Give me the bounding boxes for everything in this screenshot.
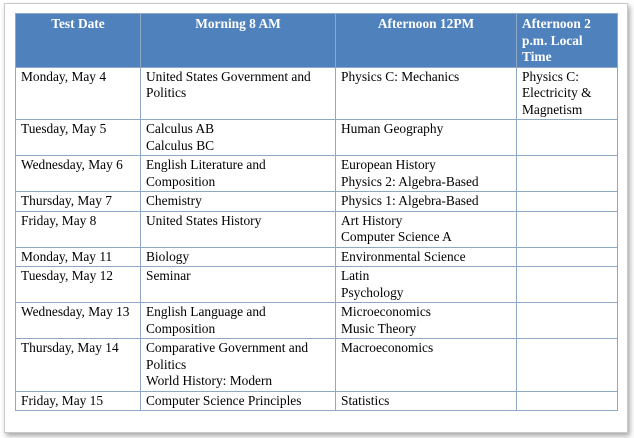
cell-text: United States History — [146, 212, 262, 228]
cell-text: Tuesday, May 12 — [21, 268, 114, 283]
cell-text: Chemistry — [146, 193, 202, 208]
cell-afternoon-late — [517, 120, 618, 156]
cell-afternoon-noon — [336, 156, 517, 192]
cell-afternoon-noon — [336, 267, 517, 303]
cell-afternoon-noon — [336, 303, 517, 339]
cell-afternoon-late — [517, 247, 618, 267]
cell-test-date — [16, 391, 141, 411]
header-morning: Morning 8 AM — [141, 14, 336, 68]
table-body — [16, 67, 618, 411]
cell-test-date — [16, 156, 141, 192]
cell-text: Biology — [146, 248, 190, 264]
cell-morning — [141, 67, 336, 120]
header-afternoon-noon: Afternoon 12PM — [336, 14, 517, 68]
cell-text: Thursday, May 14 — [21, 340, 119, 355]
cell-text: Latin — [341, 268, 370, 283]
table-row — [16, 67, 618, 120]
cell-afternoon-late — [517, 267, 618, 303]
table-row — [16, 211, 618, 247]
cell-text: Friday, May 8 — [21, 212, 97, 228]
cell-morning — [141, 267, 336, 303]
cell-afternoon-late — [517, 156, 618, 192]
cell-text: Friday, May 15 — [21, 392, 104, 408]
cell-morning — [141, 303, 336, 339]
cell-afternoon-noon — [336, 67, 517, 120]
cell-text: Comparative Government and Politics — [146, 340, 309, 372]
cell-text: United States Government and Politics — [146, 68, 311, 100]
cell-morning — [141, 339, 336, 392]
table-row — [16, 192, 618, 212]
cell-afternoon-late — [517, 391, 618, 411]
cell-text: Music Theory — [341, 320, 417, 336]
cell-text: World History: Modern — [146, 373, 273, 388]
cell-text: Calculus AB — [146, 121, 215, 136]
cell-text: Thursday, May 7 — [21, 193, 112, 208]
cell-text: Seminar — [146, 268, 191, 283]
cell-afternoon-noon — [336, 211, 517, 247]
cell-test-date — [16, 339, 141, 392]
cell-afternoon-late — [517, 303, 618, 339]
table-row — [16, 247, 618, 267]
cell-text: Monday, May 11 — [21, 248, 113, 264]
cell-text: Physics C: Electricity & Magnetism — [522, 68, 592, 117]
cell-afternoon-noon — [336, 247, 517, 267]
cell-text: Microeconomics — [341, 304, 431, 319]
cell-test-date — [16, 211, 141, 247]
cell-test-date — [16, 120, 141, 156]
table-row — [16, 267, 618, 303]
cell-afternoon-noon — [336, 391, 517, 411]
cell-text: Physics C: Mechanics — [341, 68, 460, 84]
cell-text: Human Geography — [341, 121, 444, 136]
cell-text: English Language and Composition — [146, 304, 266, 336]
cell-text: Environmental Science — [341, 248, 466, 264]
document-frame — [4, 3, 628, 433]
cell-text: Tuesday, May 5 — [21, 121, 107, 136]
cell-text: Physics 1: Algebra-Based — [341, 193, 479, 208]
table-header-row — [16, 14, 618, 68]
table-row — [16, 391, 618, 411]
cell-text: Monday, May 4 — [21, 68, 107, 84]
cell-text: Psychology — [341, 284, 404, 300]
cell-text: Wednesday, May 6 — [21, 157, 123, 172]
cell-test-date — [16, 247, 141, 267]
cell-test-date — [16, 67, 141, 120]
cell-morning — [141, 247, 336, 267]
cell-afternoon-late — [517, 192, 618, 212]
header-test-date: Test Date — [16, 14, 141, 68]
cell-afternoon-late — [517, 339, 618, 392]
cell-afternoon-noon — [336, 192, 517, 212]
cell-afternoon-late — [517, 67, 618, 120]
cell-text: English Literature and Composition — [146, 157, 266, 189]
cell-text: Computer Science Principles — [146, 392, 302, 408]
cell-morning — [141, 120, 336, 156]
cell-afternoon-late — [517, 211, 618, 247]
cell-text: Wednesday, May 13 — [21, 304, 130, 319]
cell-morning — [141, 156, 336, 192]
cell-text: Physics 2: Algebra-Based — [341, 173, 479, 189]
cell-test-date — [16, 192, 141, 212]
cell-afternoon-noon — [336, 120, 517, 156]
table-row — [16, 339, 618, 392]
cell-test-date — [16, 267, 141, 303]
cell-test-date — [16, 303, 141, 339]
cell-text: European History — [341, 157, 436, 172]
exam-schedule-table — [15, 13, 618, 411]
table-row — [16, 303, 618, 339]
cell-text: Statistics — [341, 392, 390, 408]
cell-morning — [141, 391, 336, 411]
cell-text: Macroeconomics — [341, 340, 434, 355]
cell-text: Art History — [341, 212, 403, 228]
header-afternoon-late: Afternoon 2 p.m. Local Time — [517, 14, 618, 68]
table-row — [16, 120, 618, 156]
table-row — [16, 156, 618, 192]
cell-morning — [141, 211, 336, 247]
cell-text: Computer Science A — [341, 229, 452, 244]
cell-text: Calculus BC — [146, 137, 215, 153]
cell-afternoon-noon — [336, 339, 517, 392]
cell-morning — [141, 192, 336, 212]
